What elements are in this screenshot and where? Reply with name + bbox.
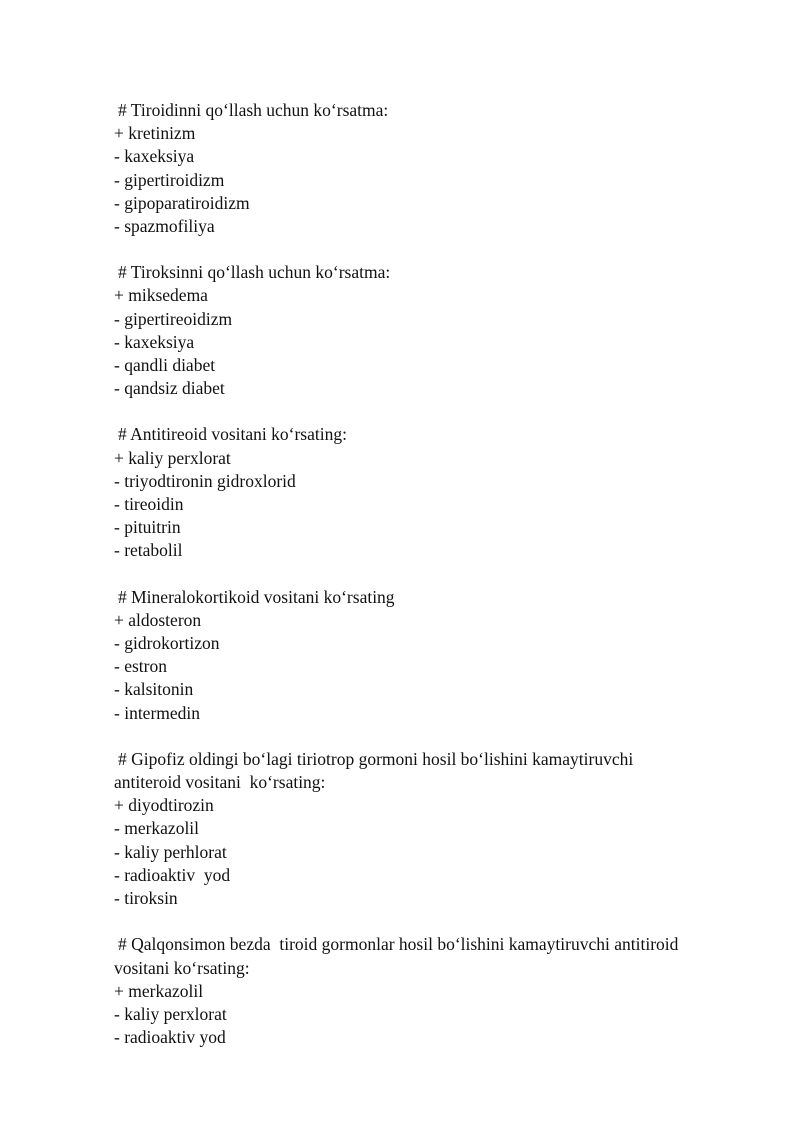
question-prompt-continuation: antiteroid vositani ko‘rsating:: [114, 772, 326, 793]
answer-option: - qandli diabet: [114, 355, 216, 376]
answer-option: - intermedin: [114, 702, 201, 723]
answer-option: - kaliy perhlorat: [114, 841, 227, 862]
question-prompt: # Tiroidinni qo‘llash uchun ko‘rsatma:: [118, 100, 389, 120]
answer-option: - radioaktiv yod: [114, 864, 231, 885]
answer-option: + kaliy perxlorat: [114, 447, 231, 468]
answer-option: - kaxeksiya: [114, 146, 195, 167]
question-block: [114, 99, 754, 238]
question-block: [114, 748, 754, 910]
question-block: [114, 261, 754, 400]
answer-option: + aldosteron: [114, 609, 202, 630]
answer-option: + merkazolil: [114, 980, 204, 1001]
question-prompt-text: # Qalqonsimon bezda tiroid gormonlar hosil bo‘lishini kamaytiruvchi antitiroid: [118, 934, 679, 955]
answer-option: - kaliy perxlorat: [114, 1003, 227, 1024]
answer-option: - radioaktiv yod: [114, 1027, 226, 1048]
answer-option: - kaxeksiya: [114, 331, 195, 352]
question-prompt: [114, 933, 754, 979]
answer-option: - tireoidin: [114, 494, 184, 515]
document-page: [114, 99, 754, 1072]
question-prompt-text: # Gipofiz oldingi bo‘lagi tiriotrop gormoni hosil bo‘lishini kamaytiruvchi: [118, 748, 634, 769]
answer-option: - estron: [114, 656, 167, 677]
answer-option: - pituitrin: [114, 517, 181, 538]
question-block: [114, 423, 754, 562]
question-prompt: # Antitireoid vositani ko‘rsating:: [118, 424, 347, 445]
answer-option: - triyodtironin gidroxlorid: [114, 470, 296, 491]
question-prompt: # Tiroksinni qo‘llash uchun ko‘rsatma:: [118, 262, 391, 283]
answer-option: - gipoparatiroidizm: [114, 192, 250, 213]
answer-option: - qandsiz diabet: [114, 378, 225, 399]
answer-option: - gipertireoidizm: [114, 308, 233, 329]
answer-option: - tiroksin: [114, 888, 178, 909]
answer-option: + diyodtirozin: [114, 795, 214, 816]
answer-option: + kretinizm: [114, 123, 196, 144]
question-prompt-continuation: vositani ko‘rsating:: [114, 957, 250, 978]
answer-option: - gipertiroidizm: [114, 169, 225, 190]
question-prompt: # Mineralokortikoid vositani ko‘rsating: [118, 586, 395, 607]
answer-option: + miksedema: [114, 285, 208, 306]
question-block: [114, 586, 754, 725]
question-block: [114, 933, 754, 1049]
answer-option: - merkazolil: [114, 818, 200, 839]
answer-option: - spazmofiliya: [114, 216, 215, 237]
answer-option: - retabolil: [114, 540, 183, 561]
question-prompt: [114, 748, 754, 794]
answer-option: - gidrokortizon: [114, 633, 220, 654]
answer-option: - kalsitonin: [114, 679, 194, 700]
